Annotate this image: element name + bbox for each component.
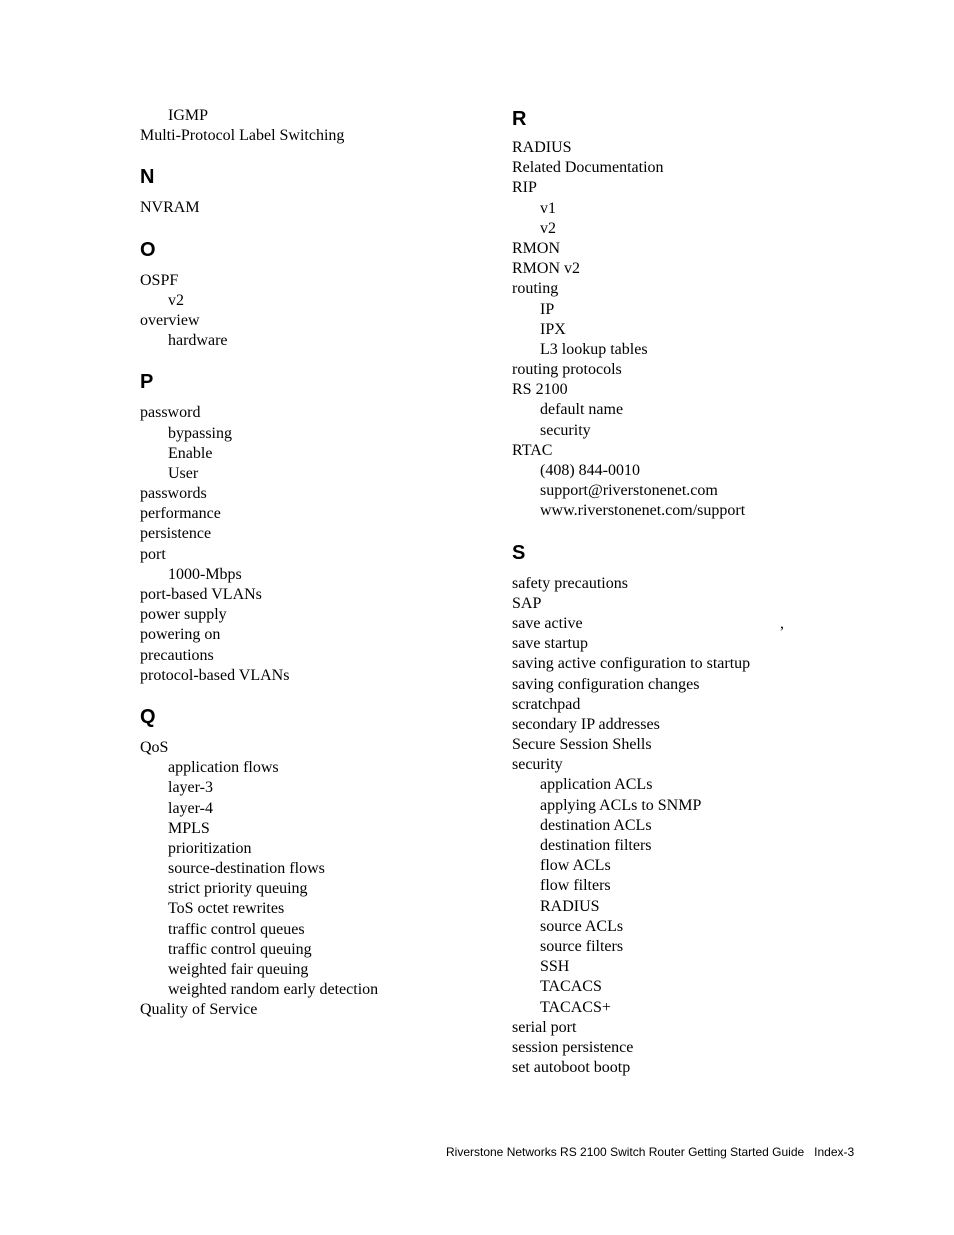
entry-text: saving configuration changes <box>512 675 700 693</box>
entry-text: P <box>140 371 154 394</box>
index-subentry <box>140 799 480 819</box>
entry-text: applying ACLs to SNMP <box>540 796 702 814</box>
entry-text: TACACS <box>540 978 602 996</box>
index-subentry <box>140 778 480 798</box>
index-subentry <box>512 219 842 239</box>
index-letter-heading <box>140 369 480 395</box>
index-entry <box>512 574 842 594</box>
entry-text: application flows <box>168 759 279 777</box>
index-entry <box>512 441 842 461</box>
entry-text: S <box>512 541 526 564</box>
index-entry <box>512 1058 842 1078</box>
entry-text: weighted random early detection <box>168 981 379 999</box>
entry-text: Multi-Protocol Label Switching <box>140 127 345 145</box>
index-subentry <box>140 758 480 778</box>
index-subentry <box>140 940 480 960</box>
entry-text: overview <box>140 311 200 329</box>
index-entry <box>512 634 842 654</box>
entry-text: routing protocols <box>512 361 622 379</box>
page-footer <box>446 1145 854 1159</box>
index-entry <box>140 524 480 544</box>
entry-text: save startup <box>512 635 588 653</box>
index-entry <box>140 1000 480 1020</box>
index-subentry <box>512 320 842 340</box>
index-letter-heading <box>140 237 480 263</box>
index-entry <box>512 695 842 715</box>
index-entry <box>140 484 480 504</box>
entry-text: hardware <box>168 332 228 350</box>
entry-text: Enable <box>168 444 213 462</box>
index-entry <box>140 738 480 758</box>
index-entry <box>512 178 842 198</box>
index-entry <box>512 715 842 735</box>
index-entry <box>140 646 480 666</box>
index-subentry <box>140 106 480 126</box>
entry-text: traffic control queuing <box>168 940 312 958</box>
index-subentry <box>512 481 842 501</box>
index-subentry <box>512 400 842 420</box>
index-subentry <box>512 937 842 957</box>
index-subentry <box>140 464 480 484</box>
entry-text: security <box>540 421 591 439</box>
index-subentry <box>512 897 842 917</box>
entry-text: weighted fair queuing <box>168 961 309 978</box>
index-subentry <box>512 340 842 360</box>
index-subentry <box>140 839 480 859</box>
entry-text: R <box>512 108 527 130</box>
index-entry <box>512 158 842 178</box>
index-subentry <box>512 917 842 937</box>
entry-text: secondary IP addresses <box>512 715 660 733</box>
index-entry <box>512 360 842 380</box>
entry-text: RADIUS <box>540 897 600 915</box>
page-number: Index-3 <box>814 1145 855 1159</box>
entry-text: safety precautions <box>512 574 628 592</box>
index-entry <box>140 625 480 645</box>
index-entry <box>512 1038 842 1058</box>
index-subentry <box>512 775 842 795</box>
entry-text: source ACLs <box>540 917 624 935</box>
index-subentry <box>140 899 480 919</box>
entry-text: bypassing <box>168 424 232 442</box>
entry-text: performance <box>140 505 221 523</box>
entry-text: layer-3 <box>168 779 213 797</box>
entry-text: RMON <box>512 239 561 257</box>
entry-text: prioritization <box>168 839 252 857</box>
entry-text: default name <box>540 401 624 419</box>
entry-text: IPX <box>540 320 566 338</box>
index-subentry <box>512 816 842 836</box>
entry-text: 1000-Mbps <box>168 565 242 583</box>
entry-text: MPLS <box>168 819 210 837</box>
entry-text: routing <box>512 280 559 298</box>
entry-text: O <box>140 238 156 261</box>
entry-text: SSH <box>540 958 570 976</box>
entry-text: power supply <box>140 606 227 624</box>
index-entry <box>140 585 480 605</box>
index-subentry <box>140 980 480 1000</box>
entry-text: Q <box>140 705 156 728</box>
index-entry <box>140 198 480 218</box>
entry-text: NVRAM <box>140 199 200 217</box>
entry-text: RMON v2 <box>512 260 581 278</box>
index-letter-heading <box>140 704 480 730</box>
index-subentry <box>140 879 480 899</box>
index-subentry <box>512 796 842 816</box>
entry-text: Quality of Service <box>140 1001 258 1019</box>
entry-text: passwords <box>140 485 207 503</box>
entry-text: port <box>140 545 166 563</box>
index-subentry <box>140 920 480 940</box>
index-letter-heading <box>140 164 480 190</box>
entry-text: set autoboot bootp <box>512 1059 631 1077</box>
entry-text: L3 lookup tables <box>540 340 648 358</box>
index-entry <box>512 594 842 614</box>
entry-text: IP <box>540 300 555 318</box>
index-subentry <box>140 859 480 879</box>
index-subentry <box>140 819 480 839</box>
index-subentry <box>512 300 842 320</box>
entry-text: precautions <box>140 646 214 664</box>
index-entry <box>512 614 842 634</box>
entry-text: v2 <box>168 291 184 309</box>
entry-text: strict priority queuing <box>168 880 308 898</box>
entry-text: scratchpad <box>512 695 581 713</box>
index-entry <box>512 1018 842 1038</box>
index-entry <box>512 654 842 674</box>
index-subentry <box>512 421 842 441</box>
index-letter-heading <box>512 106 842 132</box>
entry-text: destination ACLs <box>540 816 652 834</box>
index-entry <box>140 126 480 146</box>
entry-text: User <box>168 464 199 482</box>
index-subentry <box>512 836 842 856</box>
entry-text: v2 <box>540 219 556 237</box>
index-entry <box>512 675 842 695</box>
entry-text: support@riverstonenet.com <box>540 482 718 500</box>
index-subentry <box>512 856 842 876</box>
index-subentry <box>512 998 842 1018</box>
entry-text: layer-4 <box>168 799 213 817</box>
entry-text: application ACLs <box>540 776 653 794</box>
entry-text: persistence <box>140 525 212 543</box>
entry-text: Related Documentation <box>512 159 664 177</box>
entry-text: QoS <box>140 738 169 756</box>
index-subentry <box>140 291 480 311</box>
entry-text: TACACS+ <box>540 998 611 1016</box>
entry-text: protocol-based VLANs <box>140 666 290 684</box>
entry-text: flow filters <box>540 877 611 895</box>
entry-text: password <box>140 404 201 422</box>
entry-text: serial port <box>512 1018 577 1036</box>
entry-text: RADIUS <box>512 139 572 156</box>
index-column-right <box>512 106 842 1078</box>
entry-text: powering on <box>140 626 221 644</box>
index-entry <box>512 279 842 299</box>
entry-text: port-based VLANs <box>140 586 262 603</box>
index-subentry <box>512 957 842 977</box>
index-entry <box>512 239 842 259</box>
index-column-left <box>140 106 480 1021</box>
entry-text: ToS octet rewrites <box>168 900 285 918</box>
index-entry <box>140 666 480 686</box>
entry-text: OSPF <box>140 271 179 289</box>
index-entry <box>512 755 842 775</box>
index-subentry <box>512 876 842 896</box>
entry-text: traffic control queues <box>168 920 305 938</box>
entry-text: source-destination flows <box>168 860 325 878</box>
index-entry <box>140 403 480 423</box>
index-subentry <box>140 960 480 980</box>
index-entry <box>140 545 480 565</box>
index-subentry <box>140 565 480 585</box>
entry-trailing-comma: , <box>780 614 784 632</box>
footer-title: Riverstone Networks RS 2100 Switch Router Getting Started Guide <box>446 1145 805 1159</box>
entry-text: Secure Session Shells <box>512 736 652 754</box>
index-subentry <box>512 977 842 997</box>
index-entry <box>512 380 842 400</box>
entry-text: SAP <box>512 594 542 612</box>
entry-text: www.riverstonenet.com/support <box>540 502 746 520</box>
entry-text: session persistence <box>512 1038 634 1056</box>
index-subentry <box>140 444 480 464</box>
index-entry <box>512 138 842 158</box>
index-entry <box>140 271 480 291</box>
entry-text: (408) 844-0010 <box>540 462 640 479</box>
entry-text: source filters <box>540 937 624 955</box>
entry-text: flow ACLs <box>540 857 611 875</box>
index-subentry <box>140 331 480 351</box>
index-entry <box>140 504 480 524</box>
index-entry <box>512 735 842 755</box>
entry-text: RIP <box>512 179 537 197</box>
entry-text: security <box>512 756 563 774</box>
index-letter-heading <box>512 540 842 566</box>
index-entry <box>140 605 480 625</box>
index-entry <box>140 311 480 331</box>
entry-text: destination filters <box>540 837 652 854</box>
index-entry <box>512 259 842 279</box>
index-subentry <box>512 199 842 219</box>
entry-text: IGMP <box>168 107 209 124</box>
index-subentry <box>512 461 842 481</box>
entry-text: RS 2100 <box>512 381 568 399</box>
index-subentry <box>140 424 480 444</box>
entry-text: save active <box>512 614 583 632</box>
index-subentry <box>512 501 842 521</box>
entry-text: N <box>140 166 155 189</box>
entry-text: RTAC <box>512 441 553 459</box>
entry-text: saving active configuration to startup <box>512 655 751 673</box>
entry-text: v1 <box>540 199 556 217</box>
